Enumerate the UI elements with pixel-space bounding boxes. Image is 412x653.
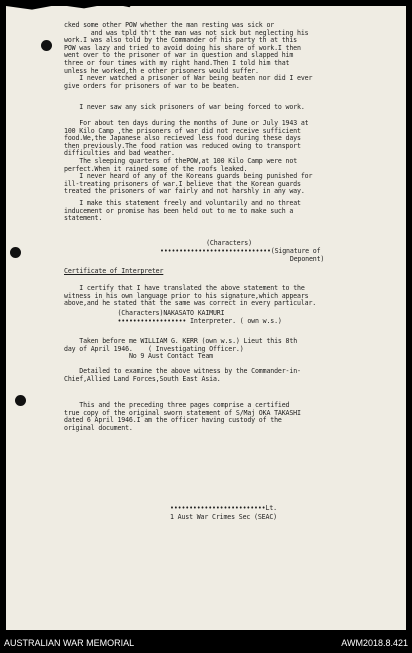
statement-paragraph-4: I make this statement freely and voluntarily and no threat inducement or promise has been held out to me to make such a statement.: [64, 199, 301, 223]
taken-before-paragraph: Taken before me WILLIAM G. KERR (own w.s.) Lieut this 8th day of April 1946. ( Investigating Officer.) No 9 Aust Contact Team: [64, 337, 298, 361]
officer-unit: 1 Aust War Crimes Sec (SEAC): [170, 513, 277, 521]
officer-signature-line: •••••••••••••••••••••••••Lt.: [170, 504, 277, 512]
certificate-heading: Certificate of Interpreter: [64, 267, 164, 275]
statement-paragraph-2: I never saw any sick prisoners of war being forced to work.: [64, 103, 305, 111]
punch-hole: [15, 395, 26, 406]
certified-copy-paragraph: This and the preceding three pages comprise a certified true copy of the original sworn statement of S/Maj OKA TAKASHI dated 6 April 1946.I am the officer having custody of the original document.: [64, 401, 301, 432]
deponent-signature-line: •••••••••••••••••••••••••••••(Signature of Deponent): [160, 247, 325, 263]
detailed-paragraph: Detailed to examine the above witness by the Commander-in- Chief,Allied Land Forces,South East Asia.: [64, 367, 301, 383]
footer-bar: [0, 632, 412, 653]
statement-paragraph-3: For about ten days during the months of June or July 1943 at 100 Kilo Camp ,the prisoners of war did not receive sufficient food.We,the Japanese also recieved less food during these days then previously.The food ration was reduced owing to transport difficulties and bad weather. The sleeping quarters of thePOW,at 100 Kilo Camp were not perfect.When it rained some of the roofs leaked. I never heard of any of the Koreans guards being punished for ill-treating prisoners of war.I believe that the Korean guards treated the prisoners of war fairly and not harshly in any way.: [64, 119, 313, 196]
statement-paragraph-1: cked some other POW whether the man resting was sick or and was tpld th't the man was not sick but neglecting his work.I was also told by the Commander of his party th at this POW was lazy and tried to avoid doing his share of work.I then went over to the prisoner of war in question and slapped him three or four times with my right hand.Then I told him that unless he worked,th e other prisoners would suffer. I never watched a prisoner of War being beaten nor did I ever give orders for prisoners of war to be beaten.: [64, 21, 313, 90]
interpreter-signature: (Characters)NAKASATO KAIMURI •••••••••••••••••• Interpreter. ( own w.s.): [117, 309, 282, 325]
footer-accession-number: AWM2018.8.421: [341, 638, 408, 648]
punch-hole: [41, 40, 52, 51]
deponent-characters: (Characters): [206, 239, 252, 247]
punch-hole: [10, 247, 21, 258]
interpreter-certificate: I certify that I have translated the above statement to the witness in his own language prior to his signature,which appears above,and he stated that the same was correct in every particular.: [64, 284, 317, 308]
footer-institution: AUSTRALIAN WAR MEMORIAL: [4, 638, 135, 648]
